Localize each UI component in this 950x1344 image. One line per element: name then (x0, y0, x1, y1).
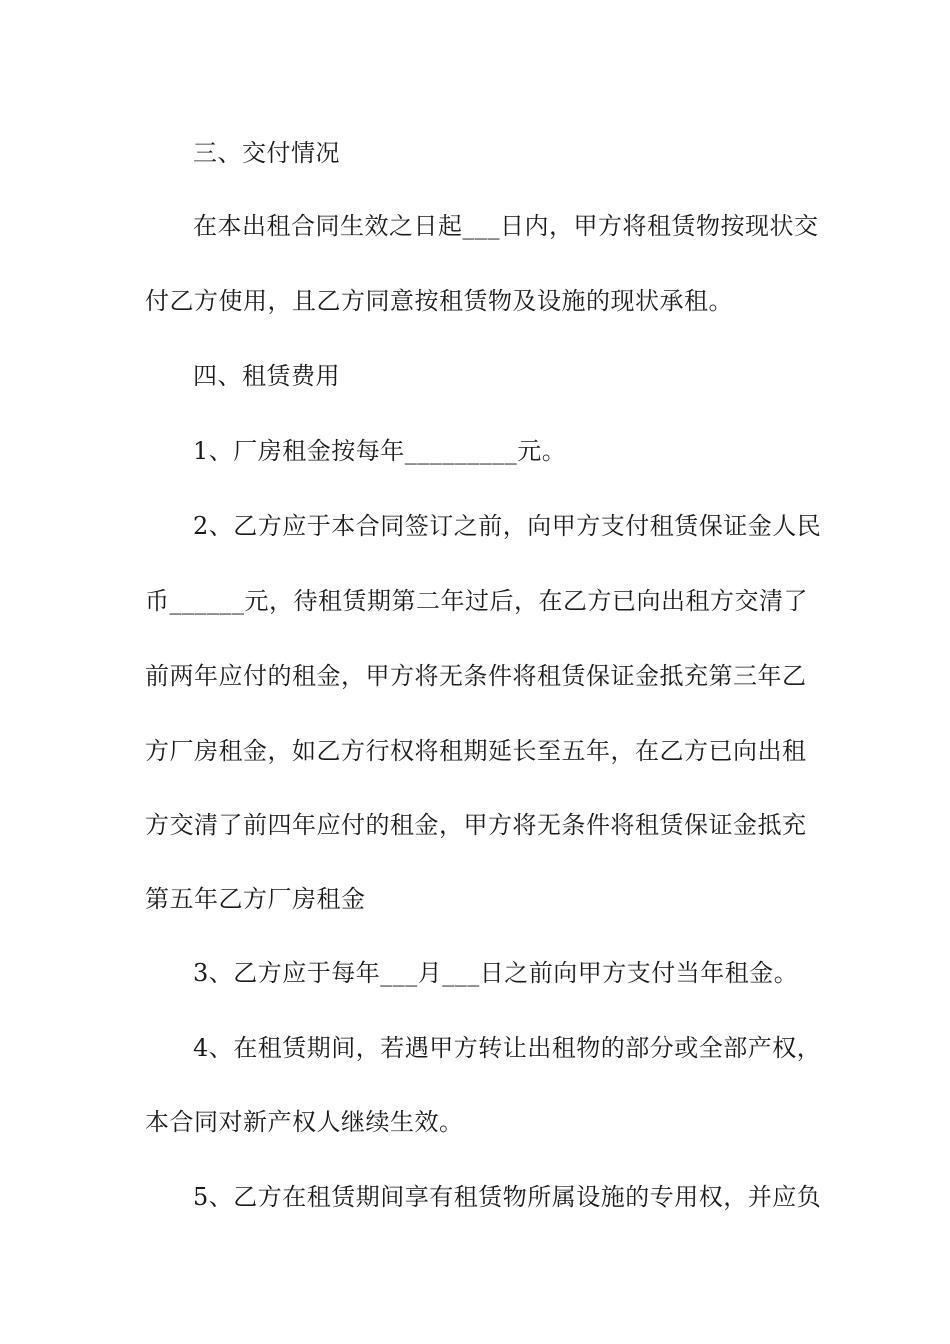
section-heading-delivery: 三、交付情况 (193, 139, 340, 167)
paragraph-line: 第五年乙方厂房租金 (145, 885, 366, 913)
paragraph-line: 币______元，待租赁期第二年过后，在乙方已向出租方交清了 (145, 587, 808, 615)
paragraph-line: 方交清了前四年应付的租金，甲方将无条件将租赁保证金抵充 (145, 811, 807, 839)
paragraph-line: 在本出租合同生效之日起___日内，甲方将租赁物按现状交 (193, 212, 819, 240)
section-heading-rent: 四、租赁费用 (193, 362, 340, 390)
paragraph-line: 付乙方使用，且乙方同意按租赁物及设施的现状承租。 (145, 287, 733, 315)
paragraph-line: 4、在租赁期间，若遇甲方转让出租物的部分或全部产权， (193, 1034, 822, 1062)
paragraph-line: 5、乙方在租赁期间享有租赁物所属设施的专用权，并应负 (193, 1183, 822, 1211)
paragraph-line: 方厂房租金，如乙方行权将租期延长至五年，在乙方已向出租 (145, 737, 807, 765)
paragraph-line: 前两年应付的租金，甲方将无条件将租赁保证金抵充第三年乙 (145, 662, 807, 690)
paragraph-line: 3、乙方应于每年___月___日之前向甲方支付当年租金。 (193, 959, 799, 987)
paragraph-line: 1、厂房租金按每年_________元。 (193, 437, 567, 465)
paragraph-line: 本合同对新产权人继续生效。 (145, 1108, 464, 1136)
paragraph-line: 2、乙方应于本合同签订之前，向甲方支付租赁保证金人民 (193, 512, 822, 540)
